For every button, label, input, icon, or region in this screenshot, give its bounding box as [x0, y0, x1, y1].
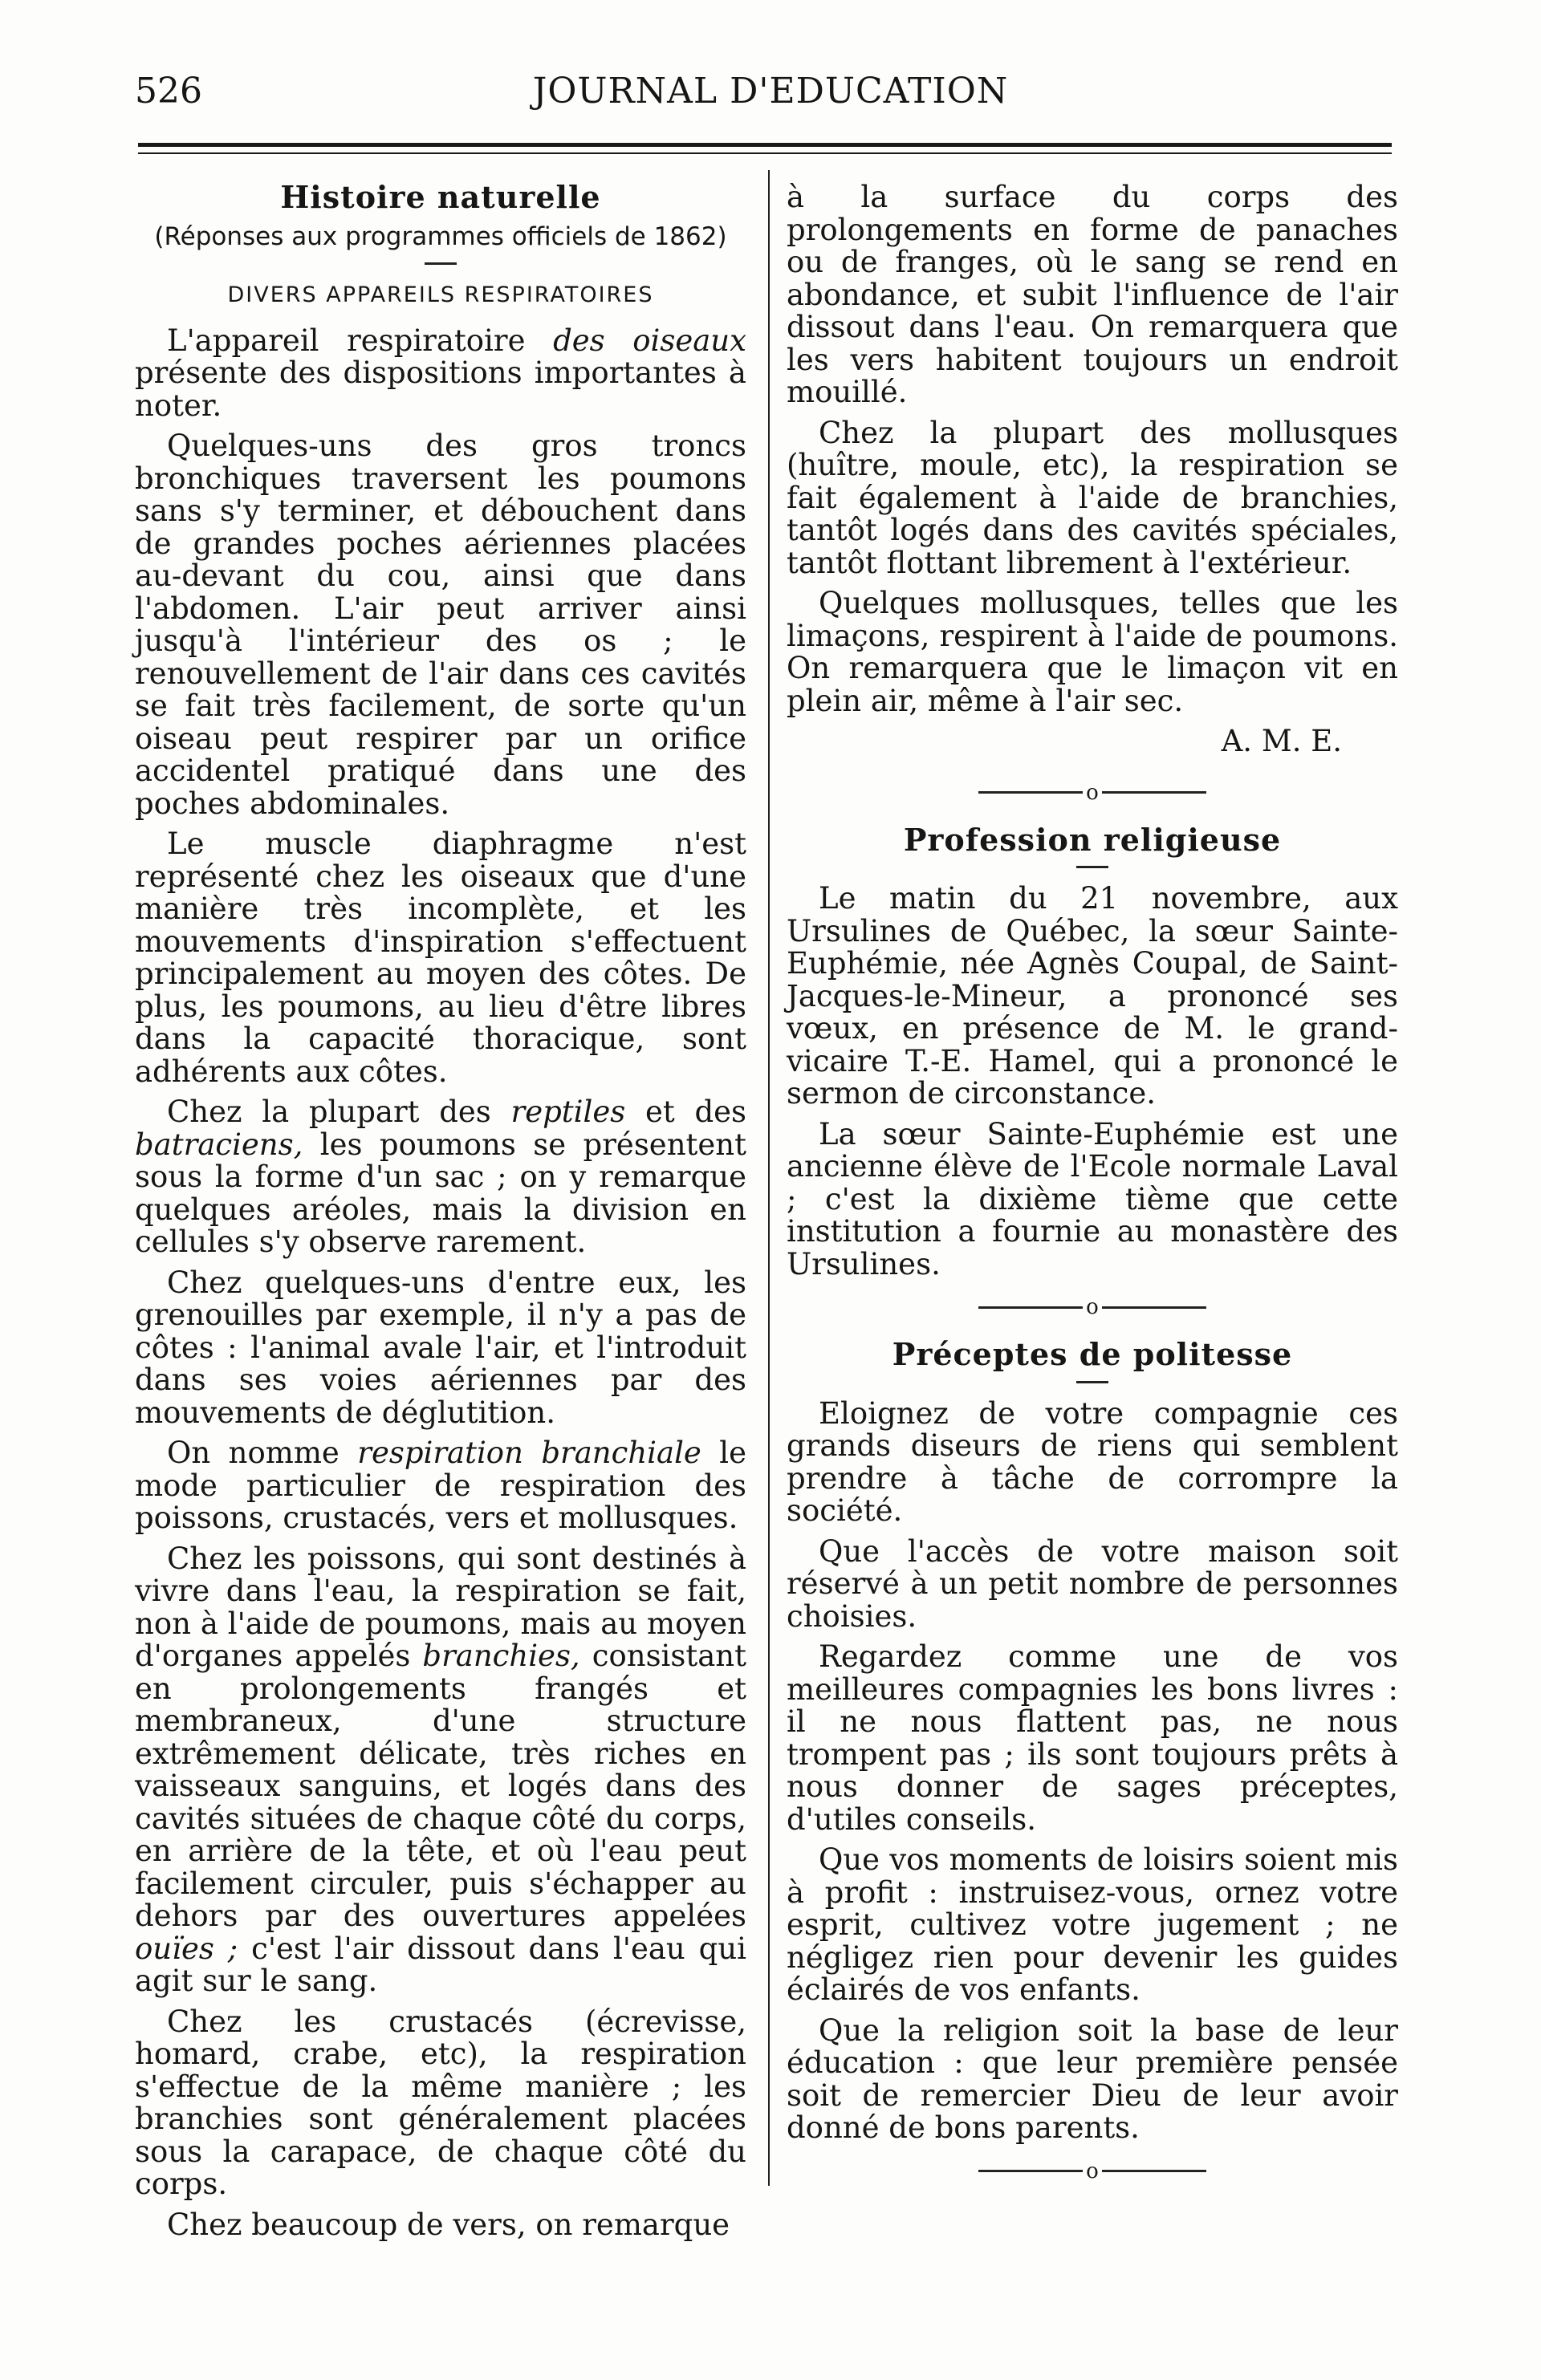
separator: o: [787, 2161, 1398, 2182]
paragraph: Le matin du 21 novembre, aux Ursulines de Québec, la sœur Sainte-Euphémie, née Agnès Coupal, de Saint-Jacques-le-Mineur, a prononcé ses vœux, en présence de M. le grand-vicaire T.-E. Hamel, qui a prononcé le sermon de circonstance.: [787, 881, 1398, 1111]
signature: A. M. E.: [1221, 724, 1342, 758]
caps-heading: DIVERS APPAREILS RESPIRATOIRES: [227, 282, 654, 307]
paragraph: Que l'accès de votre maison soit réservé à un petit nombre de personnes choisies.: [787, 1533, 1398, 1634]
separator: o: [787, 1297, 1398, 1318]
section-title-preceptes-de-politesse: Préceptes de politesse: [892, 1336, 1293, 1372]
paragraph: Chez les poissons, qui sont destinés à vivre dans l'eau, la respiration se fait, non à l'aide de poumons, mais au moyen d'organes appelés branchies, consistant en prolongements frangés et membraneux, d'une structure extrêmement délicate, très riches en vaisseaux sanguins, et logés dans des cavités situées de chaque côté du corps, en arrière de la tête, et où l'eau peut facilement circuler, puis s'échapper au dehors par des ouvertures appelées ouïes ; c'est l'air dissout dans l'eau qui agit sur le sang.: [135, 1541, 747, 1998]
paragraph: Que la religion soit la base de leur éducation : que leur première pensée soit de remercier Dieu de leur avoir donné de bons parents.: [787, 2012, 1398, 2145]
page-header: [0, 71, 1541, 127]
paragraph: Chez beaucoup de vers, on remarque: [167, 2207, 730, 2242]
header-rule-thick: [138, 143, 1392, 147]
paragraph: Chez quelques-uns d'entre eux, les grenouilles par exemple, il n'y a pas de côtes : l'animal avale l'air, et l'introduit dans ses voies aériennes par des mouvements de déglutition.: [135, 1265, 746, 1430]
paragraph: Quelques mollusques, telles que les limaçons, respirent à l'aide de poumons. On remarquera que le limaçon vit en plein air, même à l'air sec.: [787, 586, 1398, 718]
paragraph: Eloignez de votre compagnie ces grands diseurs de riens qui semblent prendre à tâche de corrompre la société.: [787, 1395, 1398, 1528]
paragraph: Le muscle diaphragme n'est représenté chez les oiseaux que d'une manière très incomplète, et les mouvements d'inspiration s'effectuent principalement au moyen des côtes. De plus, les poumons, au lieu d'être libres dans la capacité thoracique, sont adhérents aux côtes.: [135, 827, 746, 1089]
left-column: [135, 181, 746, 2249]
short-dash: [1076, 1381, 1108, 1383]
paragraph: Chez la plupart des reptiles et des batraciens, les poumons se présentent sous la forme d'un sac ; on y remarque quelques aréoles, mais la division en cellules s'y observe rarement.: [135, 1095, 747, 1259]
separator: o: [787, 782, 1398, 803]
right-column: [787, 181, 1398, 2203]
paragraph: On nomme respiration branchiale le mode particulier de respiration des poissons, crustacés, vers et mollusques.: [135, 1436, 747, 1535]
short-dash: [425, 262, 457, 265]
short-dash: [1076, 866, 1108, 868]
paragraph: Que vos moments de loisirs soient mis à profit : instruisez-vous, ornez votre esprit, cultivez votre jugement ; ne négligez rien pour devenir les guides éclairés de vos enfants.: [787, 1842, 1398, 2007]
running-title: JOURNAL D'EDUCATION: [532, 71, 1009, 112]
paragraph: La sœur Sainte-Euphémie est une ancienne élève de l'Ecole normale Laval ; c'est la dixième tième que cette institution a fournie au monastère des Ursulines.: [787, 1116, 1398, 1281]
section-title-profession-religieuse: Profession religieuse: [903, 821, 1282, 858]
header-rule-thin: [138, 152, 1392, 154]
paragraph: Chez la plupart des mollusques (huître, moule, etc), la respiration se fait également à l'aide de branchies, tantôt logés dans des cavités spéciales, tantôt flottant librement à l'extérieur.: [787, 415, 1398, 580]
column-divider: [768, 170, 770, 2186]
paragraph: Regardez comme une de vos meilleures compagnies les bons livres : il ne nous flattent pas, ne nous trompent pas ; ils sont toujours prêts à nous donner de sages préceptes, d'utiles conseils.: [787, 1639, 1398, 1837]
paragraph: à la surface du corps des prolongements en forme de panaches ou de franges, où le sang se rend en abondance, et subit l'influence de l'air dissout dans l'eau. On remarquera que les vers habitent toujours un endroit mouillé.: [787, 180, 1398, 409]
paragraph: Quelques-uns des gros troncs bronchiques traversent les poumons sans s'y terminer, et débouchent dans de grandes poches aériennes placées au-devant du cou, ainsi que dans l'abdomen. L'air peut arriver ainsi jusqu'à l'intérieur des os ; le renouvellement de l'air dans ces cavités se fait très facilement, de sorte qu'un oiseau peut respirer par un orifice accidentel pratiqué dans une des poches abdominales.: [135, 428, 746, 821]
page-number: 526: [135, 71, 202, 112]
section-title-histoire-naturelle: Histoire naturelle: [280, 179, 601, 215]
section-subtitle: (Réponses aux programmes officiels de 1862): [154, 221, 727, 251]
paragraph: L'appareil respiratoire des oiseaux présente des dispositions importantes à noter.: [135, 323, 746, 423]
paragraph: Chez les crustacés (écrevisse, homard, crabe, etc), la respiration s'effectue de la même manière ; les branchies sont généralement placées sous la carapace, de chaque côté du corps.: [135, 2004, 746, 2201]
